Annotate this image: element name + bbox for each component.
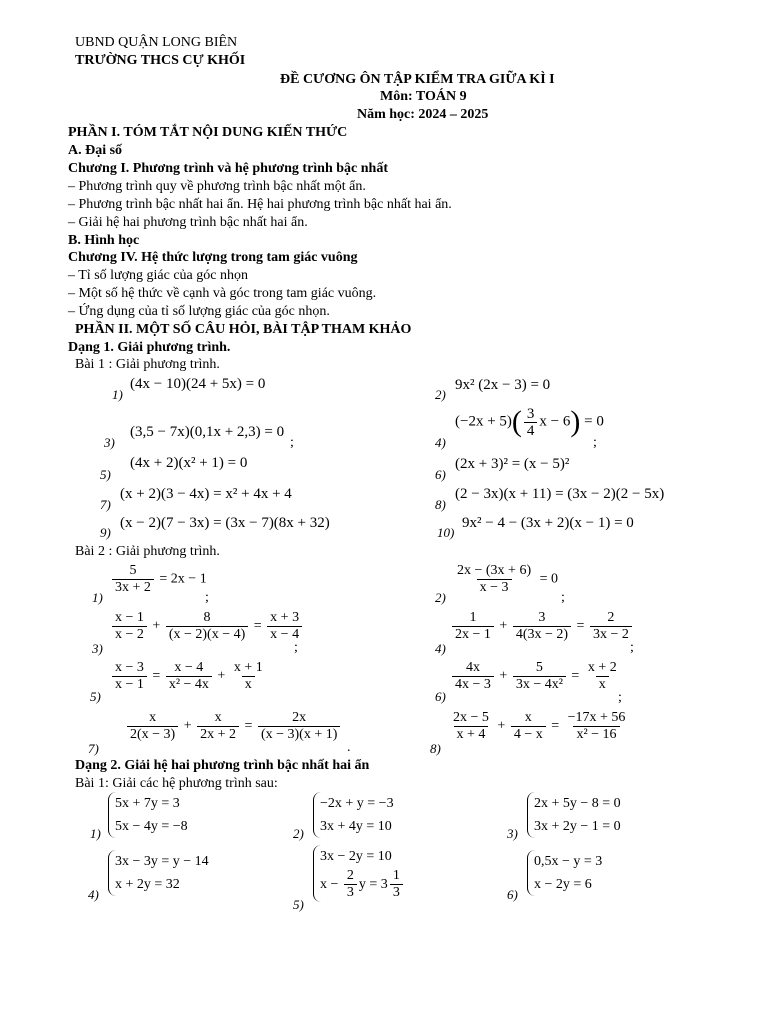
equation: (x − 2)(7 − 3x) = (3x − 7)(8x + 32) <box>120 515 330 531</box>
dang1-heading: Dạng 1. Giải phương trình. <box>68 340 231 355</box>
equation: $\frac{1}{2x - 1}$ + $\frac{3}{4(3x - 2)}$ = $\frac{2}{3x - 2}$ <box>450 610 634 643</box>
equation: 9x² − 4 − (3x + 2)(x − 1) = 0 <box>462 515 634 531</box>
equation-system: 3x − 3y = y − 14 x + 2y = 32 <box>108 850 209 896</box>
geometry-item: – Ứng dụng của tỉ số lượng giác của góc nhọn. <box>68 304 330 319</box>
equation-system: 2x + 5y − 8 = 0 3x + 2y − 1 = 0 <box>527 792 621 838</box>
school-name: TRƯỜNG THCS CỰ KHỐI <box>75 53 246 68</box>
equation: (3,5 − 7x)(0,1x + 2,3) = 0 <box>130 424 285 440</box>
algebra-heading: A. Đại số <box>68 143 123 158</box>
sys-label: 2) <box>293 826 304 841</box>
equation: (x + 2)(3 − 4x) = x² + 4x + 4 <box>120 486 292 502</box>
algebra-item: – Phương trình bậc nhất hai ẩn. Hệ hai phương trình bậc nhất hai ẩn. <box>68 197 452 212</box>
algebra-item: – Giải hệ hai phương trình bậc nhất hai ẩn. <box>68 215 308 230</box>
eq-label: 7) <box>100 497 111 512</box>
equation: $\frac{x}{2(x - 3)}$ + $\frac{x}{2x + 2}$ = $\frac{2x}{(x - 3)(x + 1)}$ <box>125 710 342 743</box>
eq-label: 8) <box>430 741 441 756</box>
eq-label: 2) <box>435 590 446 605</box>
chapter4-heading: Chương IV. Hệ thức lượng trong tam giác vuông <box>68 250 358 265</box>
equation: $\frac{5}{3x + 2}$ = 2x − 1 <box>110 563 207 596</box>
eq-label: 5) <box>100 467 111 482</box>
bai2-heading: Bài 2 : Giải phương trình. <box>75 544 220 559</box>
district-name: UBND QUẬN LONG BIÊN <box>75 35 238 50</box>
eq-label: 2) <box>435 387 446 402</box>
dang2-heading: Dạng 2. Giải hệ hai phương trình bậc nhất hai ẩn <box>75 758 370 773</box>
dang2-bai1-heading: Bài 1: Giải các hệ phương trình sau: <box>75 776 278 791</box>
equation-system: 5x + 7y = 3 5x − 4y = −8 <box>108 792 188 838</box>
equation: (2 − 3x)(x + 11) = (3x − 2)(2 − 5x) <box>455 486 665 502</box>
eq-label: 6) <box>435 689 446 704</box>
eq-label: 9) <box>100 525 111 540</box>
equation: $\frac{2x - (3x + 6)}{x - 3}$ = 0 <box>457 563 559 595</box>
eq-label: 7) <box>88 741 99 756</box>
semicolon: ; <box>290 435 294 450</box>
semicolon: ; <box>630 640 634 655</box>
semicolon: ; <box>205 590 209 605</box>
eq-label: 5) <box>90 689 101 704</box>
equation-system: 3x − 2y = 10 x − $\frac{2}{3}$ y = 3 $\frac{1}{3}$ <box>313 845 405 902</box>
equation-system: −2x + y = −3 3x + 4y = 10 <box>313 792 394 838</box>
semicolon: ; <box>294 640 298 655</box>
equation: $\frac{4x}{4x - 3}$ + $\frac{5}{\text{3x − 4x²}}$ = $\frac{x + 2}{x}$ <box>450 660 622 693</box>
equation: (2x + 3)² = (x − 5)² <box>455 456 570 472</box>
geometry-item: – Tỉ số lượng giác của góc nhọn <box>68 268 248 283</box>
semicolon: ; <box>593 435 597 450</box>
eq-label: 3) <box>92 641 103 656</box>
equation: (4x − 10)(24 + 5x) = 0 <box>130 376 266 392</box>
bai1-heading: Bài 1 : Giải phương trình. <box>75 357 220 372</box>
eq-label: 1) <box>92 590 103 605</box>
eq-label: 6) <box>435 467 446 482</box>
part1-heading: PHẦN I. TÓM TẮT NỘI DUNG KIẾN THỨC <box>68 125 348 140</box>
equation: $\frac{x - 3}{x - 1}$ = $\frac{x - 4}{\text{x² − 4x}}$ + $\frac{x + 1}{x}$ <box>110 660 268 693</box>
equation: (4x + 2)(x² + 1) = 0 <box>130 455 248 471</box>
eq-label: 3) <box>104 435 115 450</box>
eq-label: 8) <box>435 497 446 512</box>
sys-label: 4) <box>88 887 99 902</box>
equation: 9x² (2x − 3) = 0 <box>455 377 551 393</box>
document-title: ĐỀ CƯƠNG ÔN TẬP KIỂM TRA GIỮA KÌ I <box>280 72 555 87</box>
eq-label: 4) <box>435 641 446 656</box>
sys-label: 1) <box>90 826 101 841</box>
semicolon: ; <box>618 690 622 705</box>
chapter1-heading: Chương I. Phương trình và hệ phương trình bậc nhất <box>68 161 388 176</box>
geometry-item: – Một số hệ thức về cạnh và góc trong tam giác vuông. <box>68 286 377 301</box>
sys-label: 3) <box>507 826 518 841</box>
sys-label: 5) <box>293 897 304 912</box>
equation-system: 0,5x − y = 3 x − 2y = 6 <box>527 850 602 896</box>
sys-label: 6) <box>507 887 518 902</box>
subject: Môn: TOÁN 9 <box>380 89 467 104</box>
equation: $\frac{2x - 5}{x + 4}$ + $\frac{x}{4 - x}$ = $\frac{-17x + 56}{\text{x² − 16}}$ <box>453 710 626 742</box>
algebra-item: – Phương trình quy về phương trình bậc nhất một ẩn. <box>68 179 366 194</box>
eq-label: 1) <box>112 387 123 402</box>
equation: $\frac{x - 1}{x - 2}$ + $\frac{8}{(x - 2)(x - 4)}$ = $\frac{x + 3}{x - 4}$ <box>110 610 304 643</box>
school-year: Năm học: 2024 – 2025 <box>357 107 489 122</box>
part2-heading: PHẦN II. MỘT SỐ CÂU HỎI, BÀI TẬP THAM KHẢO <box>75 322 412 337</box>
equation: (−2x + 5)( $\frac{3}{4}$ x − 6) = 0 <box>455 405 604 439</box>
geometry-heading: B. Hình học <box>68 233 140 248</box>
eq-label: 4) <box>435 435 446 450</box>
period: . <box>347 740 351 755</box>
semicolon: ; <box>561 590 565 605</box>
eq-label: 10) <box>437 525 455 540</box>
